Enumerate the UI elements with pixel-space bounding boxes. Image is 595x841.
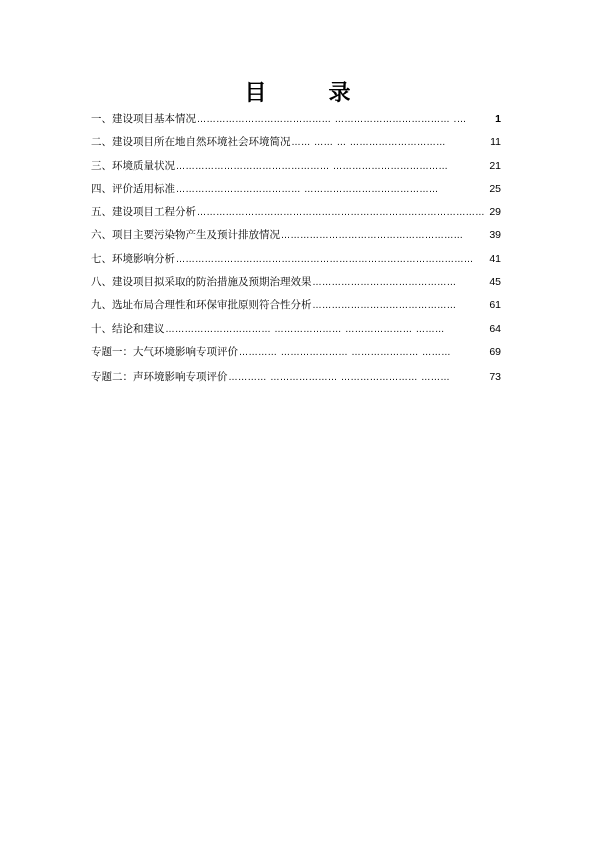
toc-entry-label: 九、选址布局合理性和环保审批原则符合性分析 xyxy=(91,299,312,312)
table-of-contents xyxy=(91,112,501,394)
toc-page-number: 29 xyxy=(489,206,501,219)
toc-page-number: 11 xyxy=(490,136,501,149)
page-title: 目 录 xyxy=(244,80,371,106)
toc-page-number: 21 xyxy=(489,159,501,172)
toc-leader-dots: ………………………………………… ……………………………… xyxy=(176,161,449,172)
toc-page-number: 1 xyxy=(495,113,501,125)
toc-leader-dots: ……………………………………………………………………………… xyxy=(197,208,485,219)
toc-leader-dots: ………………………………… …………………………………… xyxy=(176,184,439,195)
toc-page-number: 39 xyxy=(489,229,501,242)
toc-entry[interactable] xyxy=(91,205,501,228)
toc-leader-dots: …………………………… ………………… ………………… ……… xyxy=(165,324,445,335)
toc-entry-label: 一、建设项目基本情况 xyxy=(91,113,196,125)
toc-entry[interactable] xyxy=(91,112,501,135)
toc-entry[interactable] xyxy=(91,182,501,205)
toc-entry-label: 四、评价适用标准 xyxy=(91,182,175,195)
toc-entry[interactable] xyxy=(91,228,501,251)
toc-leader-dots: …………………………………… ……………………………… .… xyxy=(197,115,467,125)
toc-page-number: 64 xyxy=(489,322,501,335)
toc-entry-label: 十、结论和建议 xyxy=(91,322,165,335)
toc-entry[interactable] xyxy=(91,298,501,321)
toc-entry-label: 三、环境质量状况 xyxy=(91,159,175,172)
toc-entry[interactable] xyxy=(91,370,501,393)
toc-entry-label: 七、环境影响分析 xyxy=(91,252,175,265)
toc-entry-label: 八、建设项目拟采取的防治措施及预期治理效果 xyxy=(91,276,312,289)
toc-leader-dots: ………………………………………………………………………………… xyxy=(176,254,474,265)
toc-leader-dots: …… …… … ………………………… xyxy=(291,138,446,149)
toc-page-number: 41 xyxy=(489,252,501,265)
toc-page-number: 61 xyxy=(489,299,501,312)
toc-leader-dots: ………………………………………………… xyxy=(281,231,464,242)
toc-entry[interactable] xyxy=(91,135,501,158)
toc-entry[interactable] xyxy=(91,159,501,182)
toc-entry[interactable] xyxy=(91,252,501,275)
toc-leader-dots: ……………………………………… xyxy=(312,301,457,312)
toc-page-number: 73 xyxy=(489,371,501,384)
toc-entry-label: 专题一：大气环境影响专项评价 xyxy=(91,345,238,358)
toc-leader-dots: ………… ………………… ………………… ……… xyxy=(239,347,451,358)
toc-page-number: 25 xyxy=(489,182,501,195)
toc-entry[interactable] xyxy=(91,322,501,345)
toc-entry-label: 五、建设项目工程分析 xyxy=(91,206,196,219)
toc-page-number: 45 xyxy=(489,276,501,289)
toc-leader-dots: ………… ………………… …………………… ……… xyxy=(228,373,451,384)
toc-entry-label: 专题二：声环境影响专项评价 xyxy=(91,371,228,384)
toc-entry[interactable] xyxy=(91,275,501,298)
toc-entry[interactable] xyxy=(91,345,501,368)
toc-leader-dots: ……………………………………… xyxy=(312,278,457,289)
toc-entry-label: 六、项目主要污染物产生及预计排放情况 xyxy=(91,229,280,242)
toc-entry-label: 二、建设项目所在地自然环境社会环境简况 xyxy=(91,136,291,149)
toc-page-number: 69 xyxy=(489,345,501,358)
